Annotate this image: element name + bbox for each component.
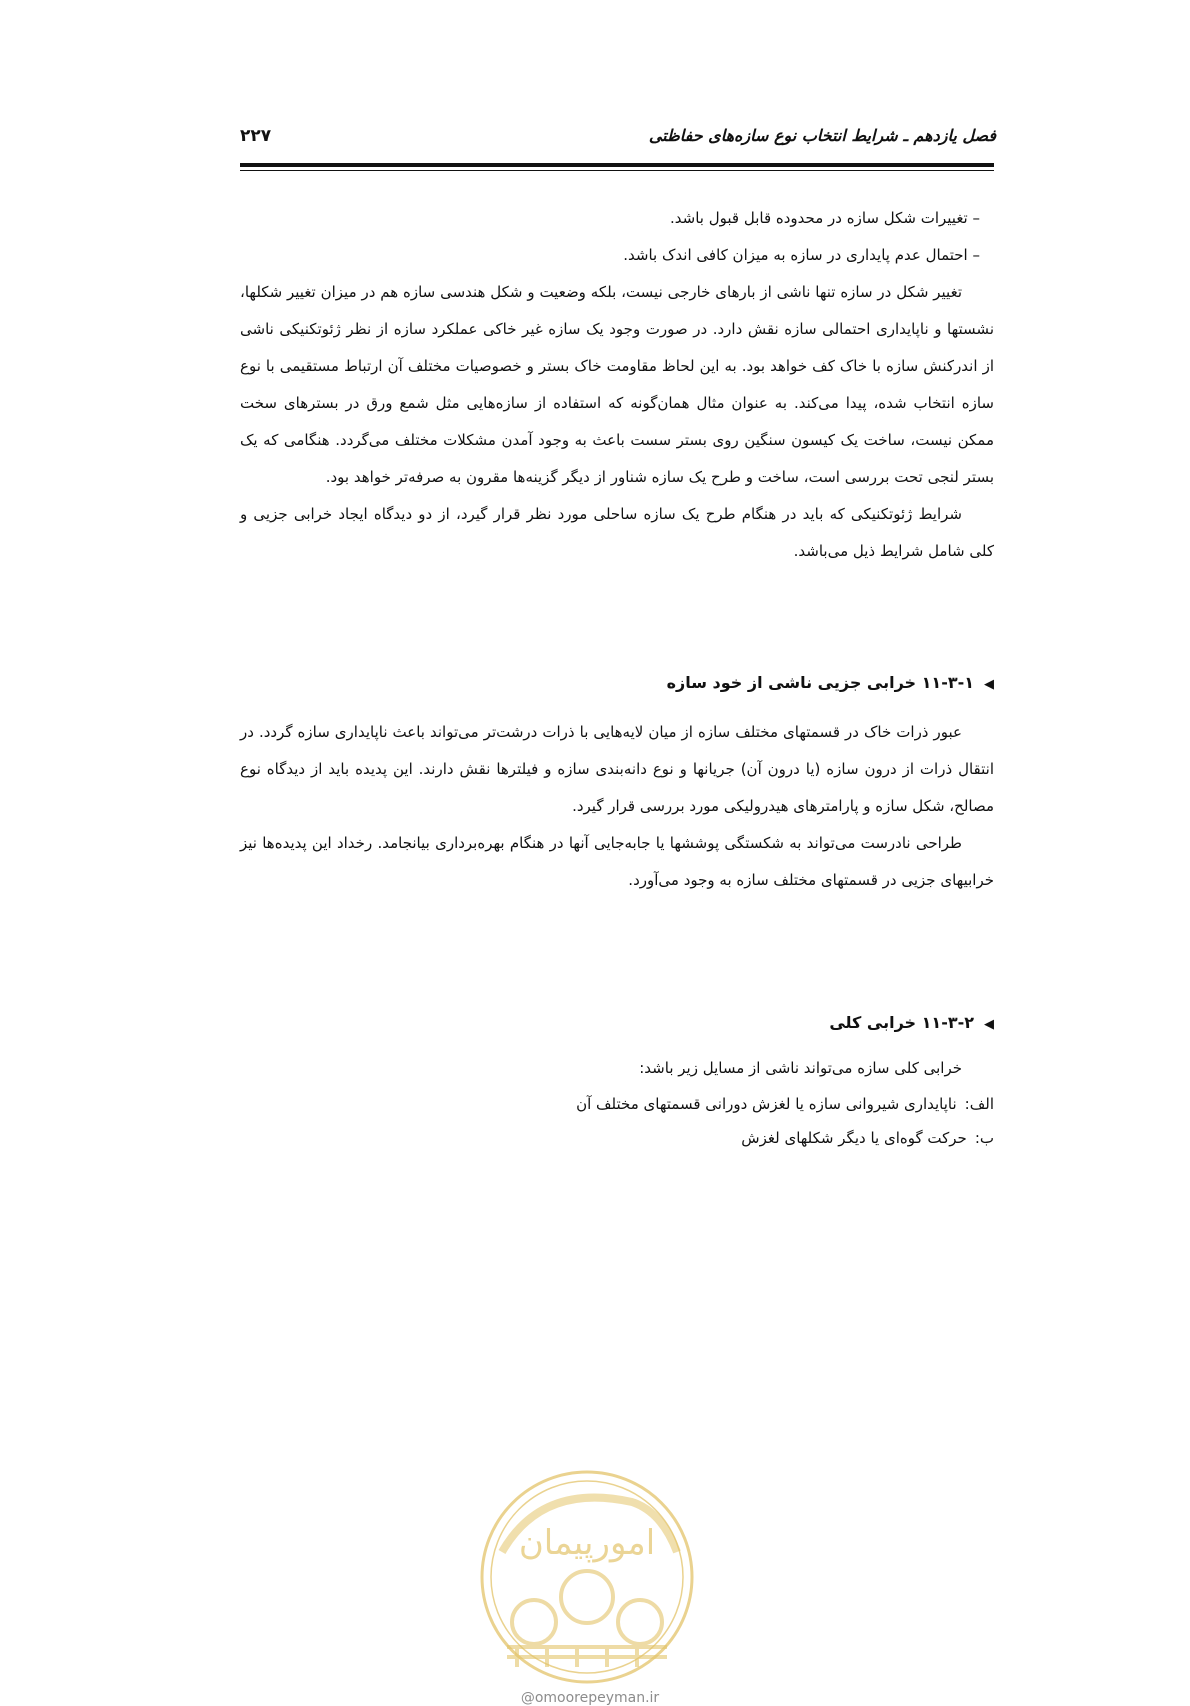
watermark-logo-text: امورپیمان: [518, 1523, 656, 1563]
watermark-url: @omoorepeyman.ir: [520, 1690, 660, 1706]
section-1-paragraph-2: طراحی نادرست می‌تواند به شکستگی پوششها یا جابه‌جایی آنها در هنگام بهره‌برداری بیانجامد. رخداد این پدیده‌ها نیز خرابیهای جزیی در قسمتهای مختلف سازه به وجود می‌آورد.: [240, 834, 994, 889]
section-heading-2-text: ۱۱-۳-۲ خرابی کلی: [829, 1013, 974, 1032]
section-heading-1-text: ۱۱-۳-۱ خرابی جزیی ناشی از خود سازه: [666, 673, 974, 692]
watermark-logo: [472, 1462, 702, 1692]
running-header-title: فصل یازدهم ـ شرایط انتخاب نوع سازه‌های حفاظتی: [648, 126, 996, 145]
page-number: ۲۲۷: [240, 126, 272, 146]
intro-paragraph-1: تغییر شکل در سازه تنها ناشی از بارهای خارجی نیست، بلکه وضعیت و شکل هندسی سازه هم در میزان تغییر شکلها، نشستها و ناپایداری احتمالی سازه نقش دارد. در صورت وجود یک سازه غیر خاکی عملکرد سازه از نظر ژئوتکنیکی ناشی از اندرکنش سازه با خاک کف خواهد بود. به این لحاظ مقاومت خاک بستر و خصوصیات مختلف آن ارتباط مستقیمی با نوع سازه انتخاب شده، پیدا می‌کند. به عنوان مثال همان‌گونه که استفاده از سازه‌هایی مثل شمع ورق در بسترهای سخت ممکن نیست، ساخت یک کیسون سنگین روی بستر سست باعث به وجود آمدن مشکلات مختلف می‌گردد. هنگامی که یک بستر لنجی تحت بررسی است، ساخت و طرح یک سازه شناور از دیگر گزینه‌ها مقرون به صرفه‌تر خواهد بود.: [240, 283, 994, 486]
section-1-block: [240, 714, 994, 899]
header-rule-thin: [240, 170, 994, 171]
dash-line-1: – تغییرات شکل سازه در محدوده قابل قبول باشد.: [670, 209, 980, 227]
triangle-bullet-icon: ◀: [984, 1017, 994, 1032]
header-rule-thick: [240, 163, 994, 167]
list-marker: ب:: [974, 1129, 994, 1147]
dash-line-2: – احتمال عدم پایداری در سازه به میزان کافی اندک باشد.: [623, 246, 980, 264]
intro-paragraph-2: شرایط ژئوتکنیکی که باید در هنگام طرح یک سازه ساحلی مورد نظر قرار گیرد، از دو دیدگاه ایجاد خرابی جزیی و کلی شامل شرایط ذیل می‌باشد.: [240, 505, 994, 560]
list-marker: الف:: [964, 1095, 994, 1113]
section-heading-1: [240, 668, 994, 700]
intro-block: [240, 200, 994, 570]
triangle-bullet-icon: ◀: [984, 677, 994, 692]
list-item-text: ناپایداری شیروانی سازه یا لغزش دورانی قسمتهای مختلف آن: [576, 1095, 957, 1113]
section-1-paragraph-1: عبور ذرات خاک در قسمتهای مختلف سازه از میان لایه‌هایی با ذرات درشت‌تر می‌تواند باعث ناپایداری سازه گردد. در انتقال ذرات از درون سازه (یا درون آن) جریانها و نوع دانه‌بندی سازه و فیلترها نقش دارند. این پدیده باید از دیدگاه نوع مصالح، شکل سازه و پارامترهای هیدرولیکی مورد بررسی قرار گیرد.: [240, 723, 994, 815]
section-heading-2: [240, 1008, 994, 1040]
section-2-block: [240, 1050, 994, 1087]
section-2-intro: خرابی کلی سازه می‌تواند ناشی از مسایل زیر باشد:: [639, 1059, 962, 1077]
list-item-be: [240, 1122, 994, 1154]
list-item-alef: [240, 1088, 994, 1120]
list-item-text: حرکت گوه‌ای یا دیگر شکلهای لغزش: [741, 1129, 967, 1147]
